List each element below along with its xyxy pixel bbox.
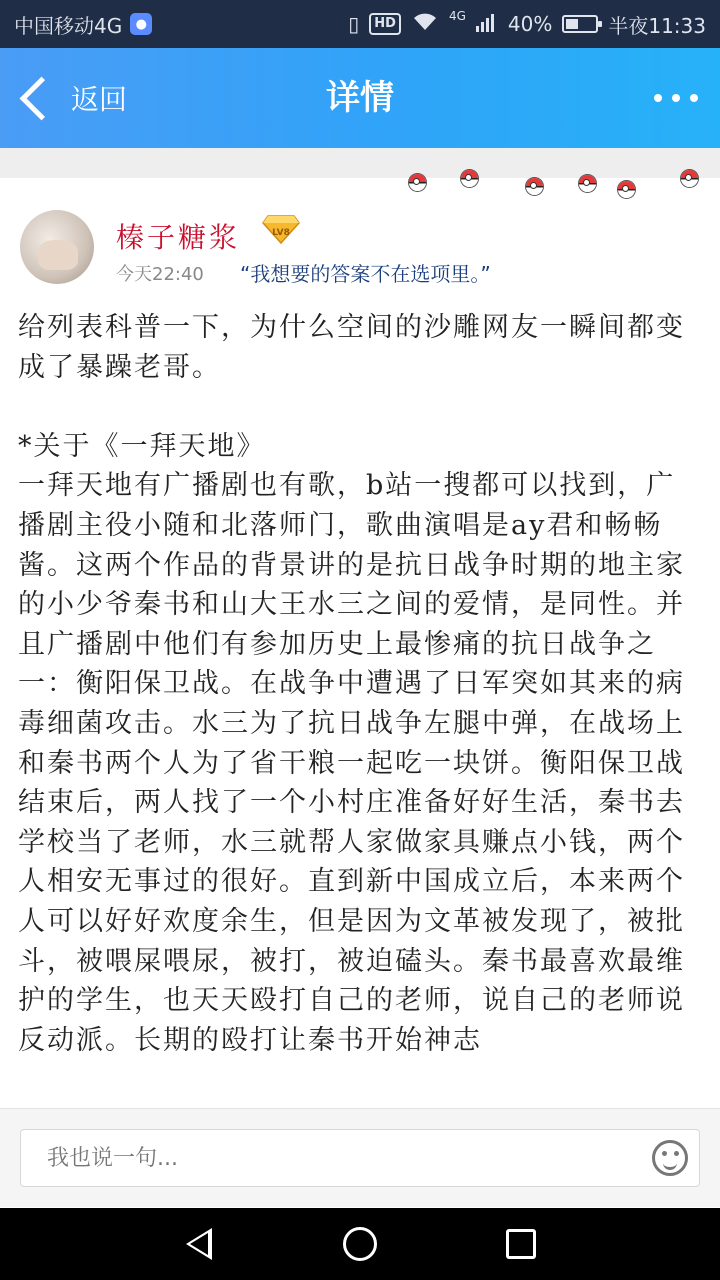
wifi-icon xyxy=(411,12,439,37)
title-bar xyxy=(0,48,720,148)
author-signature: “我想要的答案不在选项里。” xyxy=(240,262,491,286)
pokeball-icon xyxy=(618,181,635,198)
battery-icon xyxy=(562,15,598,33)
system-nav-bar xyxy=(0,1208,720,1280)
pokeball-icon xyxy=(681,170,698,187)
more-dots-icon xyxy=(654,94,698,102)
author-name[interactable]: 榛子糖浆 xyxy=(116,221,241,254)
comment-input[interactable] xyxy=(20,1129,700,1187)
pokeball-icon xyxy=(461,170,478,187)
back-button[interactable] xyxy=(16,48,127,148)
battery-percent: 40% xyxy=(507,12,553,36)
chevron-left-icon xyxy=(20,76,64,120)
nav-recent-icon[interactable] xyxy=(506,1229,536,1259)
signal-icon xyxy=(476,12,498,37)
pokeball-icon xyxy=(409,174,426,191)
clock: 半夜11:33 xyxy=(608,13,706,38)
post-body: 给列表科普一下，为什么空间的沙雕网友一瞬间都变成了暴躁老哥。 *关于《一拜天地》 一拜天地有广播剧也有歌，b站一搜都可以找到，广播剧主役小随和北落师门，歌曲演唱是ay君和畅畅酱。这两个作品的背景讲的是抗日战争时期的地主家的小少爷秦书和山大王水三之间的爱情，是同性。并且广播剧中他们有参加历史上最惨痛的抗日战争之一：衡阳保卫战。在战争中遭遇了日军突如其来的病毒细菌攻击。水三为了抗日战争左腿中弹，在战场上和秦书两个人为了省干粮一起吃一块饼。衡阳保卫战结束后，两人找了一个小村庄准备好好生活，秦书去学校当了老师，水三就帮人家做家具赚点小钱，两个人相安无事过的很好。直到新中国成立后，本来两个人可以好好欢度余生，但是因为文革被发现了，被批斗，被喂屎喂尿，被打，被迫磕头。秦书最喜欢最维护的学生，也天天殴打自己的老师，说自己的老师说反动派。长期的殴打让秦书开始神志 xyxy=(18,312,685,1056)
level-badge-text: LV8 xyxy=(272,228,290,238)
post-time: 今天22:40 xyxy=(116,264,204,285)
page-title: 详情 xyxy=(326,78,394,118)
paw-app-icon: ● xyxy=(130,13,152,35)
decoration-strip xyxy=(0,164,720,204)
nav-home-icon[interactable] xyxy=(343,1227,377,1261)
network-type: 4G xyxy=(448,9,466,23)
level-badge-icon xyxy=(262,214,300,244)
status-bar xyxy=(0,0,720,48)
vibrate-icon: ▯ xyxy=(348,12,360,36)
avatar[interactable] xyxy=(20,210,94,284)
pokeball-icon xyxy=(526,178,543,195)
pokeball-icon xyxy=(579,175,596,192)
back-label: 返回 xyxy=(71,83,128,116)
comment-bar xyxy=(0,1108,720,1207)
nav-back-icon[interactable] xyxy=(186,1228,212,1260)
carrier-label: 中国移动4G xyxy=(14,13,123,38)
hd-icon: HD xyxy=(369,13,401,35)
more-button[interactable] xyxy=(654,48,698,148)
emoji-icon[interactable] xyxy=(652,1140,688,1176)
